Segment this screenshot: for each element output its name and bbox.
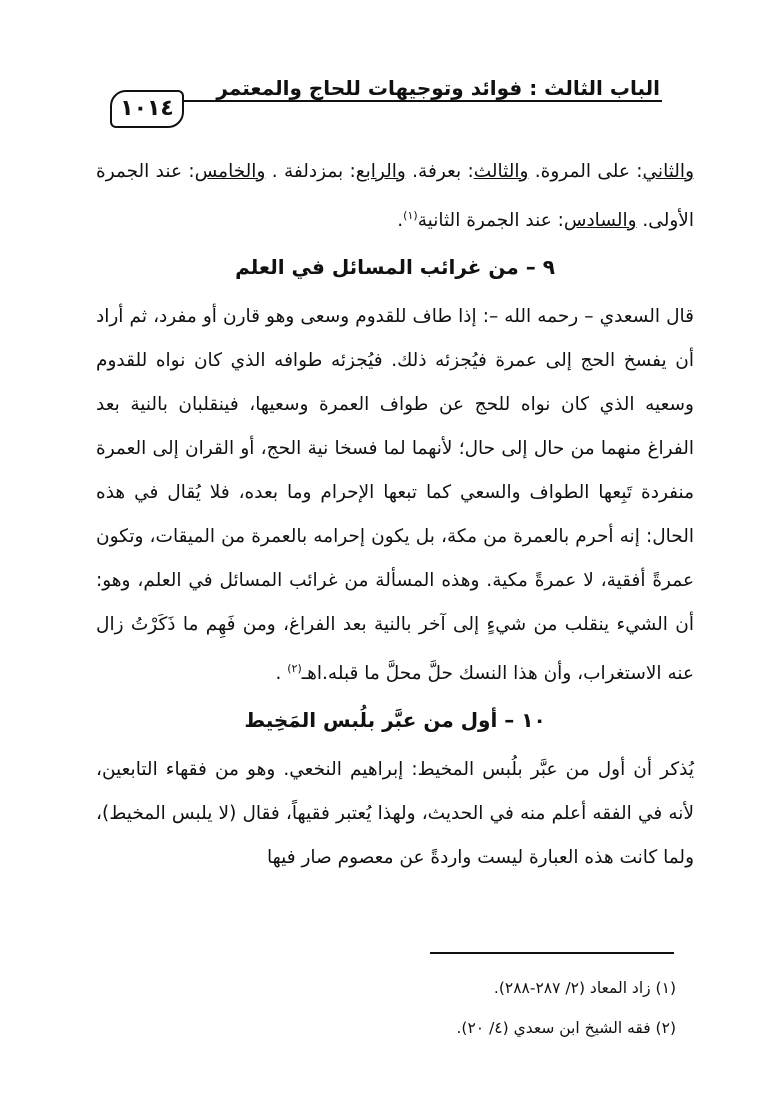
footnote-divider	[430, 952, 674, 954]
paragraph-saadi: قال السعدي – رحمه الله –: إذا طاف للقدوم وسعى وهو قارن أو مفرد، ثم أراد أن يفسخ الحج إلى عمرة فيُجزئه ذلك. فيُجزئه طوافه الذي كان نواه للقدوم وسعيه الذي كان نواه للحج عن طواف العمرة وسعيها، فينقلبان بالنية بعد الفراغ منهما من حال إلى حال؛ لأنهما لما فسخا نية الحج، أو القران إلى العمرة منفردة تَبِعها الطواف والسعي كما تبعها الإحرام وما بعده، فلا يُقال في هذه الحال: إنه أحرم بالعمرة من مكة، بل يكون إحرامه بالعمرة من الميقات، وتكون عمرةً أفقية، لا عمرةً مكية. وهذه المسألة من غرائب المسائل في العلم، وهو: أن الشيء ينقلب من شيءٍ إلى آخر بالنية بعد الفراغ، ومن فَهِم ما ذَكَرْتُ زال عنه الاستغراب، وأن هذا النسك حلَّ محلَّ ما قبله.اهـ$^{(٢)}$ .	[96, 306, 694, 685]
page-number: ١٠١٤	[110, 90, 184, 128]
footnote-ref-1: (١)	[403, 209, 418, 222]
paragraph-nakhai: يُذكر أن أول من عبَّر بلُبس المخيط: إبراهيم النخعي. وهو من فقهاء التابعين، لأنه في الفقه أعلم منه في الحديث، ولهذا يُعتبر فقيهاً، فقال (لا يلبس المخيط)، ولما كانت هذه العبارة ليست واردةً عن معصوم صار فيها	[96, 759, 694, 869]
term-second: والثاني	[642, 161, 694, 182]
footnote-1: (١) زاد المعاد (٢/ ٢٨٧-٢٨٨).	[493, 979, 676, 997]
term-fourth: والرابع	[355, 161, 406, 182]
footnotes	[200, 968, 676, 1048]
header-rule	[178, 100, 662, 102]
section-heading-9: ٩ – من غرائب المسائل في العلم	[235, 255, 555, 280]
footnote-2: (٢) فقه الشيخ ابن سعدي (٤/ ٢٠).	[456, 1019, 676, 1037]
term-third: والثالث	[473, 161, 529, 182]
footnote-ref-2: (٢)	[287, 662, 302, 676]
section-heading-10: ١٠ – أول من عبَّر بلُبس المَخِيط	[244, 708, 546, 733]
page-header	[88, 62, 678, 122]
page-body	[96, 150, 694, 880]
running-title: الباب الثالث : فوائد وتوجيهات للحاج والمعتمر	[216, 76, 660, 100]
term-fifth: والخامس	[194, 161, 266, 182]
term-sixth: والسادس	[563, 210, 637, 232]
paragraph-ranks: والثاني: على المروة. والثالث: بعرفة. والرابع: بمزدلفة . والخامس: عند الجمرة الأولى. والسادس: عند الجمرة الثانية$^{(١)}$.	[96, 161, 694, 232]
